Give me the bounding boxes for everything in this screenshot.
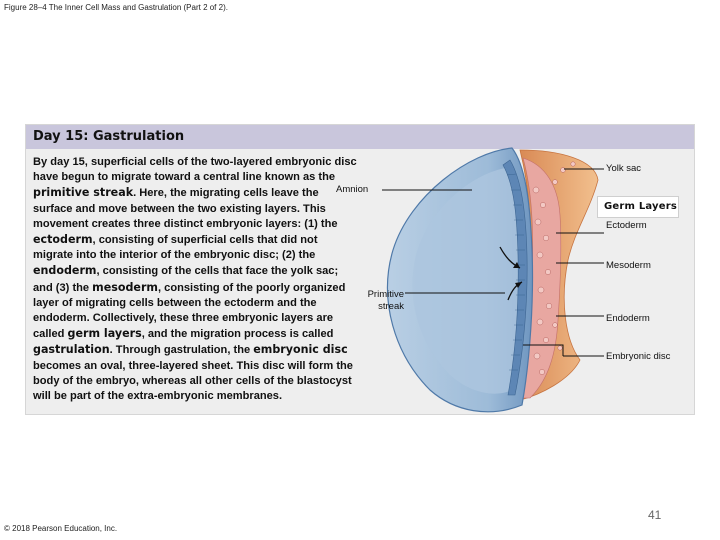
body-text-run: , consisting of the cells that face the yolk sac; and (3) the (33, 265, 339, 294)
body-text-run: . Here, the migrating cells leave the surface and move between the two existing layers. This movement creates three distinct embryonic layers: (1) the (33, 187, 338, 230)
embryonic-disc-label: Embryonic disc (606, 351, 671, 362)
body-keyword: mesoderm (92, 280, 158, 294)
figure-caption: Figure 28–4 The Inner Cell Mass and Gastrulation (Part 2 of 2). (4, 3, 228, 12)
body-keyword: gastrulation (33, 343, 110, 357)
body-keyword: germ layers (67, 327, 142, 341)
body-text-run: . Through gastrulation, the (109, 344, 254, 357)
endoderm-label: Endoderm (606, 313, 650, 324)
body-text-run: , consisting of the poorly organized layer of migrating cells between the ectoderm and the endoderm. Collectively, these three embryonic layers are called (33, 281, 346, 341)
ectoderm-label: Ectoderm (606, 220, 647, 231)
body-text-run: By day 15, superficial cells of the two-layered embryonic disc have begun to migrate toward a central line known as the (33, 156, 357, 184)
page-number: 41 (648, 508, 662, 522)
body-text-run: , and the migration process is called (141, 328, 334, 341)
body-keyword: embryonic disc (253, 343, 348, 357)
primitive-streak-label: Primitive streak (367, 289, 404, 312)
body-keyword: endoderm (33, 264, 97, 278)
yolk-sac-label: Yolk sac (606, 163, 642, 174)
body-keyword: primitive streak (33, 186, 134, 200)
body-text-run: , consisting of superficial cells that did not migrate into the interior of the embryonic disc; (2) the (33, 234, 318, 262)
amnion-label: Amnion (336, 184, 369, 195)
germ-layers-label: Germ Layers (604, 201, 678, 212)
mesoderm-label: Mesoderm (606, 260, 651, 271)
germ-layers-box (597, 196, 679, 218)
copyright-notice: © 2018 Pearson Education, Inc. (4, 524, 118, 533)
slide-title: Day 15: Gastrulation (33, 129, 185, 144)
body-keyword: ectoderm (33, 233, 93, 247)
body-text-run: becomes an oval, three-layered sheet. This disc will form the body of the embryo, whereas all other cells of the blastocyst will be part of the extra-embryonic membranes. (33, 359, 353, 403)
